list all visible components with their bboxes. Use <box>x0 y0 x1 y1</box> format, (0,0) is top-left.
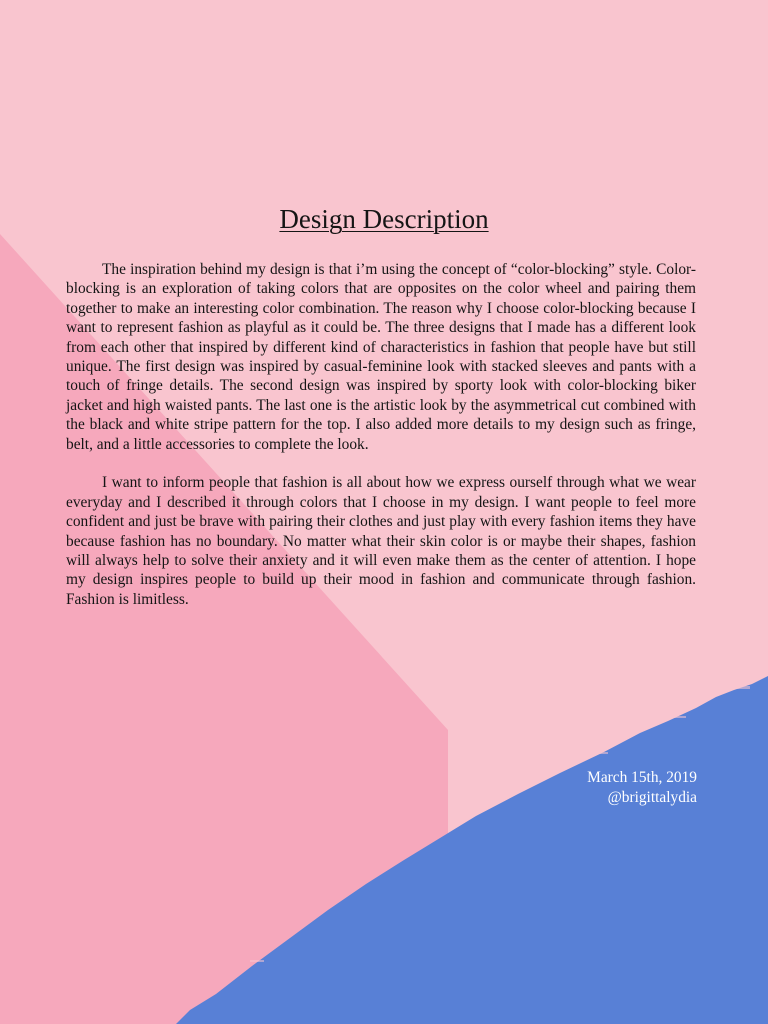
paragraph-message: I want to inform people that fashion is all about how we express ourself through what we wear everyday and I described it through colors that I choose in my design. I want people to feel more confident and just be brave with pairing their clothes and just play with every fashion items they have because fashion has no boundary. No matter what their skin color is or maybe their shapes, fashion will always help to solve their anxiety and it will even make them as the center of attention. I hope my design inspires people to build up their mood in fashion and communicate through fashion. Fashion is limitless. <box>66 474 696 608</box>
page-title: Design Description <box>279 204 489 234</box>
paragraph-inspiration: The inspiration behind my design is that i’m using the concept of “color-blocking” style. Color-blocking is an exploration of taking colors that are opposites on the color wheel and pairing them together to make an interesting color combination. The reason why I choose color-blocking because I want to represent fashion as playful as it could be. The three designs that I made has a different look from each other that inspired by different kind of characteristics in fashion that people have but still unique. The first design was inspired by casual-feminine look with stacked sleeves and pants with a touch of fringe details. The second design was inspired by sporty look with color-blocking biker jacket and high waisted pants. The last one is the artistic look by the asymmetrical cut combined with the black and white stripe pattern for the top. I also added more details to my design such as fringe, belt, and a little accessories to complete the look. <box>66 261 696 453</box>
signature-handle: @brigittalydia <box>607 788 697 806</box>
signature-block <box>587 768 697 807</box>
body-text <box>66 260 696 609</box>
signature-date: March 15th, 2019 <box>587 769 697 786</box>
